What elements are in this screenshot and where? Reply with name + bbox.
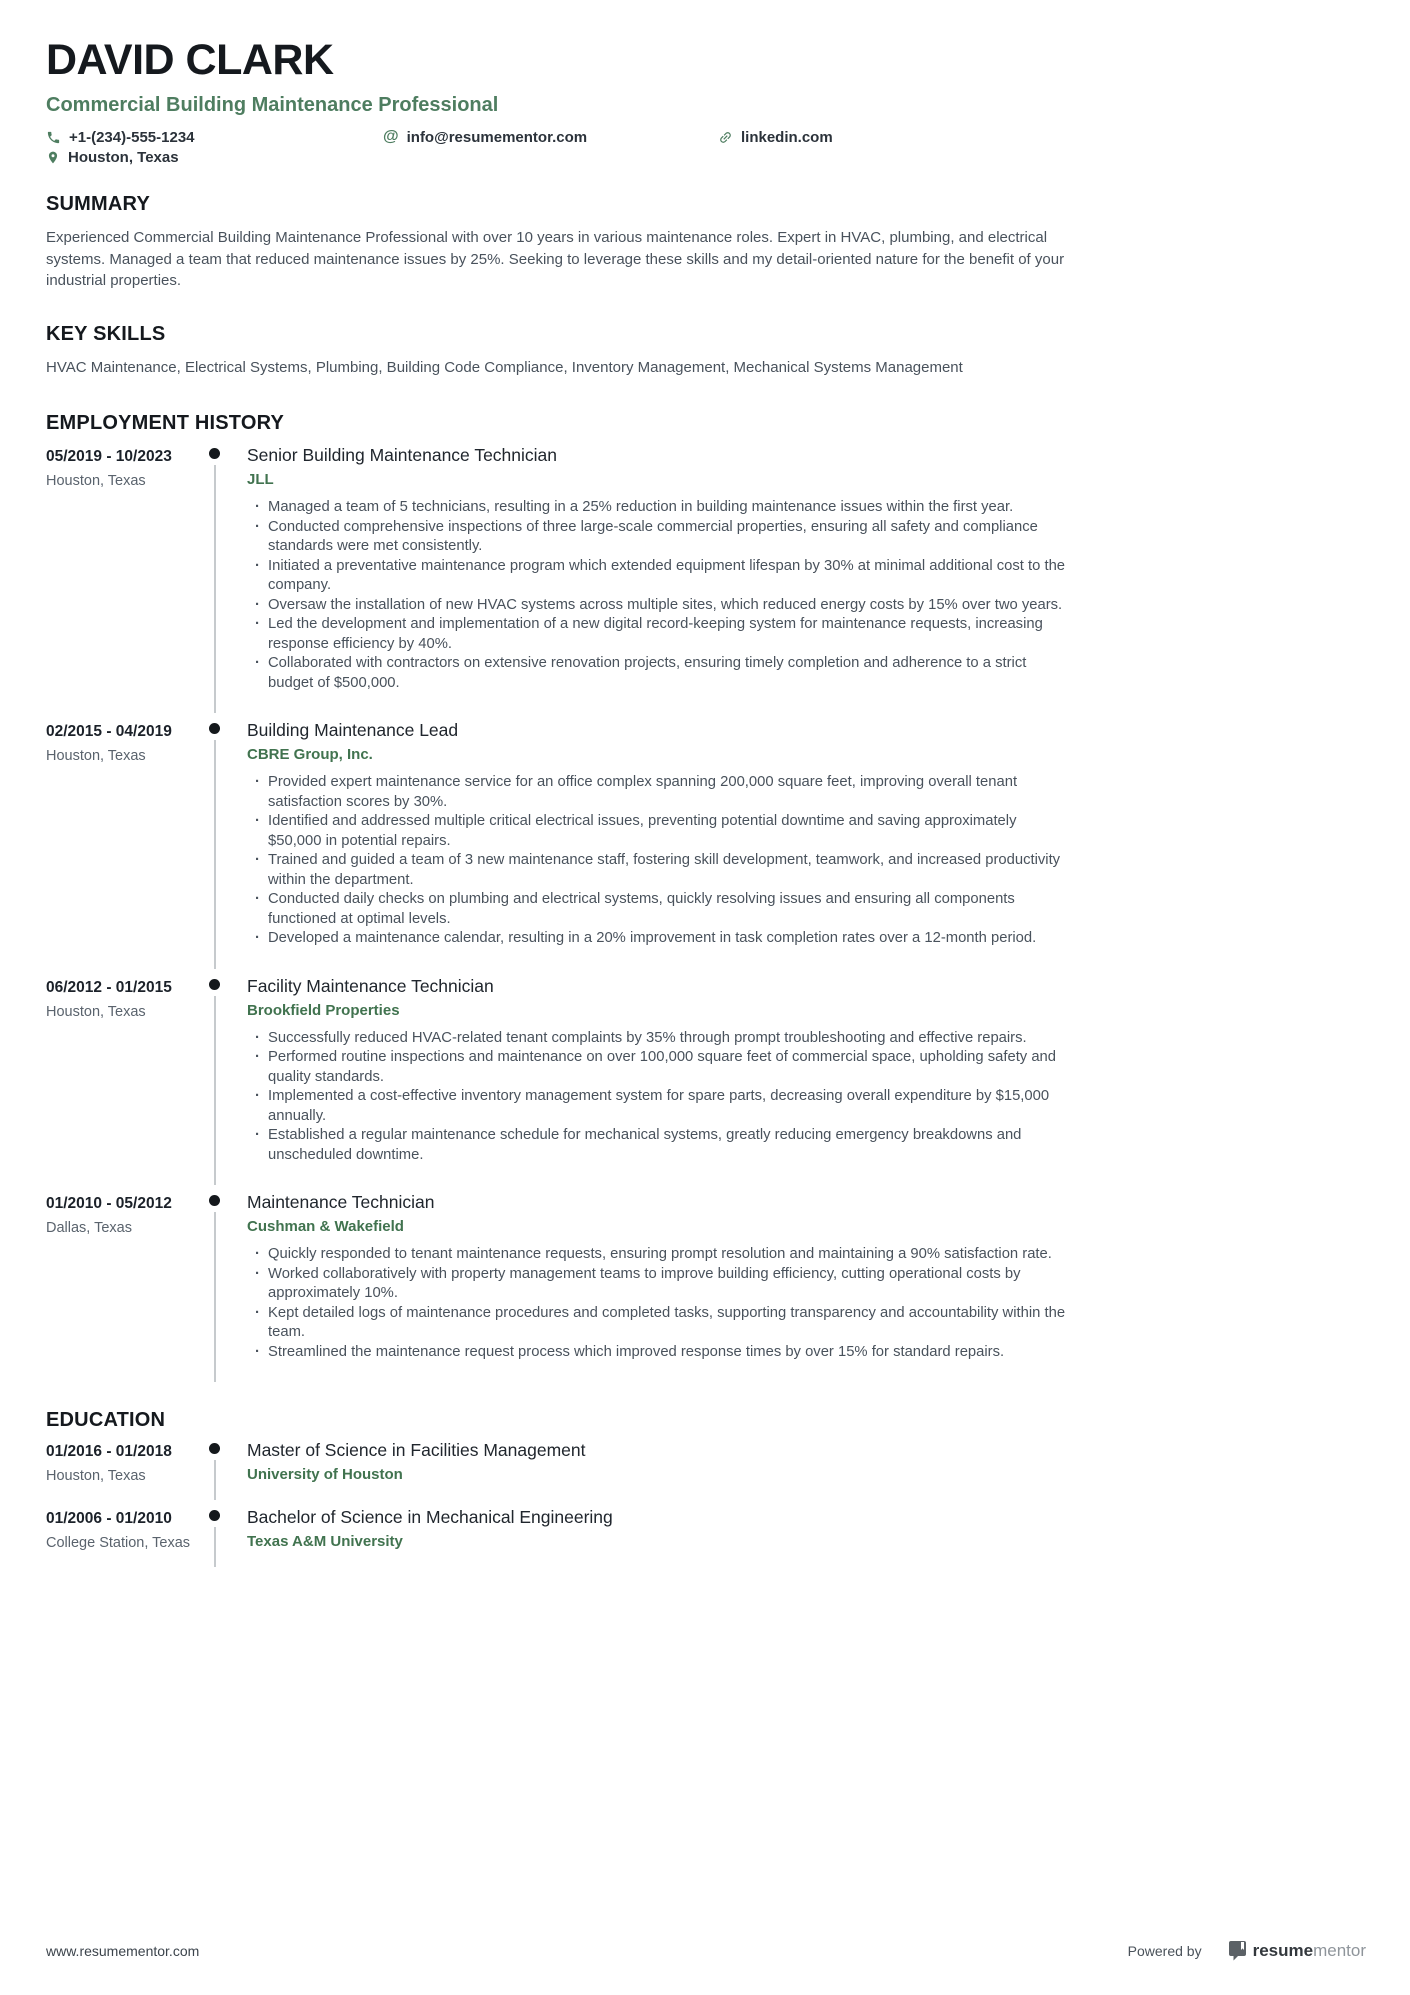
job-bullet: · Conducted comprehensive inspections of three large-scale commercial properties, ensuring all safety and compliance standards were met consistently.	[247, 518, 1070, 557]
job-bullet-list	[247, 1245, 1070, 1362]
job-entry	[46, 1192, 1070, 1389]
job-entry	[46, 720, 1070, 976]
job-entry-meta	[46, 1192, 213, 1389]
location-pin-icon	[46, 150, 60, 165]
job-bullet: · Worked collaboratively with property management teams to improve building efficiency, cutting operational costs by approximately 10%.	[247, 1265, 1070, 1304]
education-location: Houston, Texas	[46, 1468, 146, 1484]
job-entry-meta	[46, 445, 213, 720]
job-company: Cushman & Wakefield	[247, 1218, 404, 1235]
link-icon	[718, 130, 733, 145]
job-dates: 05/2019 - 10/2023	[46, 448, 172, 465]
email-at-icon: @	[383, 128, 399, 145]
education-degree: Master of Science in Facilities Management	[247, 1440, 586, 1460]
job-role: Facility Maintenance Technician	[247, 975, 494, 996]
resumementor-logo-icon	[1228, 1940, 1247, 1961]
location-text: Houston, Texas	[68, 148, 179, 166]
resumementor-brand[interactable]	[1228, 1940, 1366, 1961]
timeline-dot	[209, 1510, 220, 1521]
summary-heading: SUMMARY	[46, 193, 150, 215]
timeline-line	[214, 1460, 216, 1500]
job-entry-meta	[46, 976, 213, 1193]
education-entry	[46, 1440, 1070, 1507]
job-bullet: · Identified and addressed multiple critical electrical issues, preventing potential downtime and saving approximately $50,000 in potential repairs.	[247, 812, 1070, 851]
job-bullet-list	[247, 498, 1070, 693]
job-entry-meta	[46, 720, 213, 976]
timeline-marker	[213, 445, 247, 720]
contact-row-2	[46, 147, 1070, 167]
footer-branding	[1128, 1940, 1366, 1961]
job-entry-body	[247, 1192, 1070, 1389]
job-role: Senior Building Maintenance Technician	[247, 445, 558, 465]
location-contact	[46, 149, 179, 166]
job-bullet: · Developed a maintenance calendar, resulting in a 20% improvement in task completion rates over a 12-month period.	[247, 929, 1070, 949]
job-location: Houston, Texas	[46, 1003, 146, 1020]
timeline-marker	[213, 720, 247, 976]
timeline-dot	[209, 1443, 220, 1454]
key-skills-heading: KEY SKILLS	[46, 322, 166, 345]
job-dates: 01/2010 - 05/2012	[46, 1195, 172, 1212]
brand-text	[1253, 1941, 1366, 1961]
job-entry	[46, 976, 1070, 1193]
job-bullet: · Conducted daily checks on plumbing and electrical systems, quickly resolving issues and ensuring all components functioned at optimal levels.	[247, 890, 1070, 929]
timeline-dot	[209, 448, 220, 459]
job-entry-body	[247, 445, 1070, 720]
brand-text-bold: resume	[1252, 1940, 1314, 1960]
job-bullet: · Established a regular maintenance schedule for mechanical systems, greatly reducing emergency breakdowns and unscheduled downtime.	[247, 1126, 1070, 1165]
job-bullet: · Quickly responded to tenant maintenance requests, ensuring prompt resolution and maintaining a 90% satisfaction rate.	[247, 1245, 1070, 1265]
footer-website-link[interactable]: www.resumementor.com	[46, 1942, 200, 1959]
timeline-line	[214, 1527, 216, 1567]
education-school: University of Houston	[247, 1466, 403, 1483]
timeline-dot	[209, 723, 220, 734]
job-location: Dallas, Texas	[46, 1220, 132, 1236]
summary-text: Experienced Commercial Building Maintenance Professional with over 10 years in various maintenance roles. Expert in HVAC, plumbing, and electrical systems. Managed a team that reduced maintenance issues by 25%. Seeking to leverage these skills and my detail-oriented nature for the benefit of your industrial properties.	[46, 229, 1065, 289]
education-dates: 01/2006 - 01/2010	[46, 1510, 172, 1527]
phone-icon	[46, 130, 61, 145]
job-entry	[46, 445, 1070, 720]
education-entry-body	[247, 1440, 1070, 1507]
education-entry-meta	[46, 1507, 213, 1574]
linkedin-url[interactable]: linkedin.com	[741, 128, 833, 146]
education-entry-meta	[46, 1440, 213, 1507]
education-entry-body	[247, 1507, 1070, 1574]
email-address[interactable]: info@resumementor.com	[406, 128, 588, 146]
timeline-line	[214, 1212, 216, 1382]
job-bullet: · Managed a team of 5 technicians, resulting in a 25% reduction in building maintenance issues within the first year.	[247, 498, 1070, 518]
education-entry	[46, 1507, 1070, 1574]
email-contact[interactable]	[383, 128, 718, 146]
phone-contact	[46, 129, 383, 146]
contact-block	[46, 127, 1070, 167]
job-bullet: · Implemented a cost-effective inventory management system for spare parts, decreasing overall expenditure by $15,000 annually.	[247, 1087, 1070, 1126]
job-bullet-list	[247, 1029, 1070, 1166]
timeline-marker	[213, 1507, 247, 1574]
phone-number: +1-(234)-555-1234	[69, 128, 195, 146]
education-degree: Bachelor of Science in Mechanical Engineering	[247, 1507, 613, 1527]
header	[46, 36, 1070, 167]
powered-by-label: Powered by	[1127, 1942, 1202, 1959]
job-location: Houston, Texas	[46, 748, 146, 764]
timeline-line	[214, 465, 216, 713]
person-title: Commercial Building Maintenance Professional	[46, 94, 499, 116]
job-role: Building Maintenance Lead	[247, 720, 459, 740]
timeline-marker	[213, 976, 247, 1193]
timeline-dot	[209, 1195, 220, 1206]
contact-row-1	[46, 127, 1070, 147]
education-heading: EDUCATION	[46, 1409, 166, 1431]
job-company: Brookfield Properties	[247, 1001, 400, 1019]
job-entry-body	[247, 720, 1070, 976]
job-dates: 02/2015 - 04/2019	[46, 723, 172, 740]
job-bullet: · Streamlined the maintenance request process which improved response times by over 15% for standard repairs.	[247, 1343, 1070, 1363]
job-bullet: · Oversaw the installation of new HVAC systems across multiple sites, which reduced energy costs by 15% over two years.	[247, 596, 1070, 616]
timeline-dot	[209, 979, 220, 990]
employment-history-heading: EMPLOYMENT HISTORY	[46, 412, 285, 434]
job-bullet: · Kept detailed logs of maintenance procedures and completed tasks, supporting transparency and accountability within the team.	[247, 1304, 1070, 1343]
education-dates: 01/2016 - 01/2018	[46, 1443, 172, 1460]
job-bullet: · Initiated a preventative maintenance program which extended equipment lifespan by 30% at minimal additional cost to the company.	[247, 557, 1070, 596]
linkedin-contact[interactable]	[718, 129, 833, 146]
education-school: Texas A&M University	[247, 1533, 403, 1550]
job-bullet-list	[247, 773, 1070, 949]
job-location: Houston, Texas	[46, 473, 146, 489]
job-bullet: · Trained and guided a team of 3 new maintenance staff, fostering skill development, teamwork, and increased productivity within the department.	[247, 851, 1070, 890]
education-location: College Station, Texas	[46, 1535, 191, 1551]
job-role: Maintenance Technician	[247, 1192, 435, 1212]
footer	[46, 1940, 1366, 1961]
job-bullet: · Successfully reduced HVAC-related tenant complaints by 35% through prompt troubleshooting and effective repairs.	[247, 1029, 1070, 1049]
job-bullet: · Performed routine inspections and maintenance on over 100,000 square feet of commercial space, upholding safety and quality standards.	[247, 1048, 1070, 1087]
person-name: DAVID CLARK	[46, 36, 334, 84]
job-company: JLL	[247, 471, 274, 488]
job-bullet: · Collaborated with contractors on extensive renovation projects, ensuring timely completion and adherence to a strict budget of $500,000.	[247, 654, 1070, 693]
job-bullet: · Led the development and implementation of a new digital record-keeping system for maintenance requests, increasing response efficiency by 40%.	[247, 615, 1070, 654]
job-entry-body	[247, 976, 1070, 1193]
timeline-line	[214, 996, 216, 1186]
job-company: CBRE Group, Inc.	[247, 746, 373, 763]
key-skills-text: HVAC Maintenance, Electrical Systems, Plumbing, Building Code Compliance, Inventory Management, Mechanical Systems Management	[46, 358, 963, 376]
job-bullet: · Provided expert maintenance service for an office complex spanning 200,000 square feet, improving overall tenant satisfaction scores by 30%.	[247, 773, 1070, 812]
job-dates: 06/2012 - 01/2015	[46, 978, 172, 996]
timeline-marker	[213, 1192, 247, 1389]
brand-text-light: mentor	[1313, 1940, 1366, 1960]
timeline-line	[214, 740, 216, 969]
timeline-marker	[213, 1440, 247, 1507]
